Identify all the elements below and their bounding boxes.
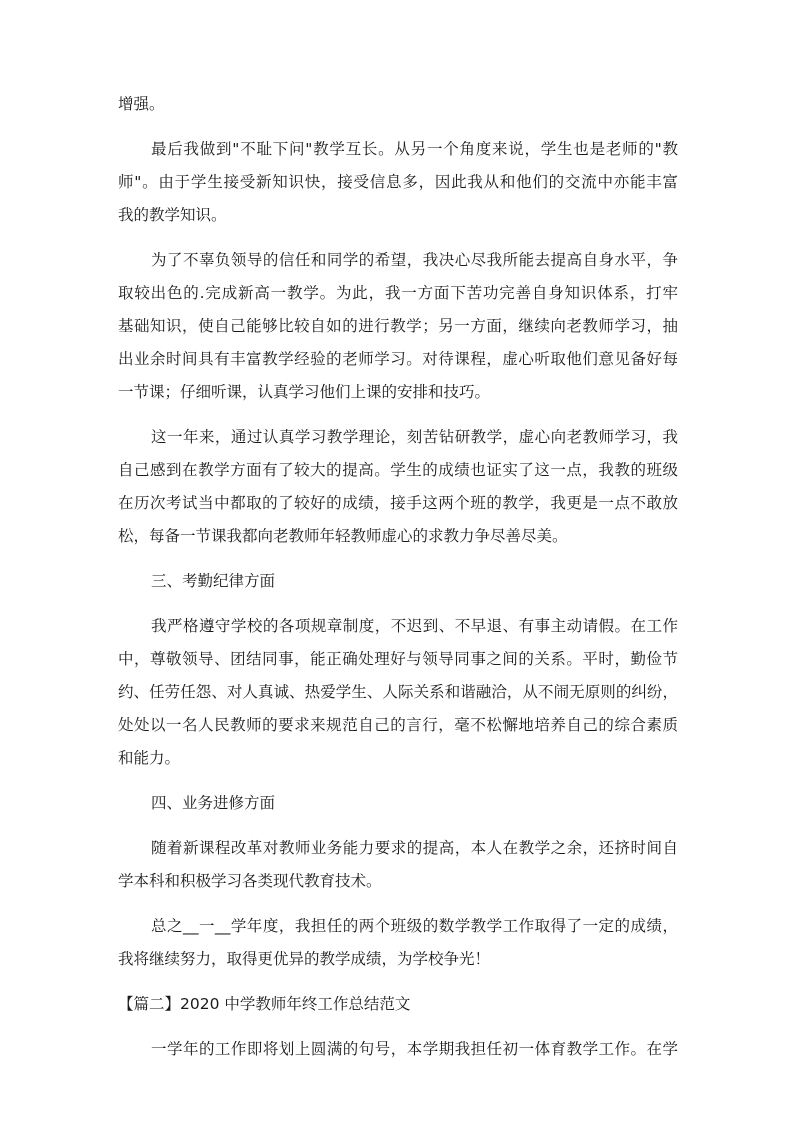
paragraph-continuation (118, 88, 678, 121)
section-heading-attendance: 三、考勤纪律方面 (151, 572, 276, 590)
text-line: 在历次考试当中都取的了较好的成绩，接手这两个班的教学，我更是一点不敢放 (118, 494, 678, 512)
text-line: 松，每备一节课我都向老教师年轻教师虚心的求教力争尽善尽美。 (118, 527, 568, 545)
text-line: 自己感到在教学方面有了较大的提高。学生的成绩也证实了这一点，我教的班级 (118, 461, 678, 479)
text-line: 约、任劳任怨、对人真诚、热爱学生、人际关系和谐融洽，从不闹无原则的纠纷， (118, 683, 678, 701)
text-line: 师"。由于学生接受新知识快，接受信息多，因此我从和他们的交流中亦能丰富 (118, 173, 678, 191)
paragraph-attendance (118, 610, 678, 775)
paragraph-year-review (118, 421, 678, 553)
text-line: 和能力。 (118, 749, 181, 767)
text-line: 基础知识，使自己能够比较自如的进行教学；另一方面，继续向老教师学习，抽 (118, 317, 678, 335)
text-line: 取较出色的.完成新高一教学。为此，我一方面下苦功完善自身知识体系，打牢 (118, 284, 678, 302)
paragraph-part-two-intro (118, 1033, 678, 1066)
text-line: 出业余时间具有丰富教学经验的老师学习。对待课程，虚心听取他们意见备好每 (118, 350, 678, 368)
text-line: 增强。 (118, 95, 165, 113)
text-line: 一学年的工作即将划上圆满的句号，本学期我担任初一体育教学工作。在学 (151, 1040, 678, 1058)
text-line: 我严格遵守学校的各项规章制度，不迟到、不早退、有事主动请假。在工作 (151, 617, 678, 635)
section-title-part-two: 【篇二】2020 中学教师年终工作总结范文 (118, 995, 411, 1013)
paragraph-professional-development (118, 832, 678, 898)
paragraph-self-improvement (118, 244, 678, 409)
text-line: 最后我做到"不耻下问"教学互长。从另一个角度来说，学生也是老师的"教 (151, 140, 678, 158)
section-heading-professional-development: 四、业务进修方面 (151, 794, 276, 812)
text-line: 总之__一__学年度，我担任的两个班级的数学教学工作取得了一定的成绩， (151, 917, 678, 935)
paragraph-conclusion (118, 910, 678, 976)
text-line: 学本科和积极学习各类现代教育技术。 (118, 872, 382, 890)
text-line: 中，尊敬领导、团结同事，能正确处理好与领导同事之间的关系。平时，勤俭节 (118, 650, 678, 668)
text-line: 处处以一名人民教师的要求来规范自己的言行，毫不松懈地培养自己的综合素质 (118, 716, 678, 734)
text-line: 随着新课程改革对教师业务能力要求的提高，本人在教学之余，还挤时间自 (151, 839, 678, 857)
paragraph-learning-from-students (118, 133, 678, 232)
text-line: 我的教学知识。 (118, 206, 227, 224)
text-line: 为了不辜负领导的信任和同学的希望，我决心尽我所能去提高自身水平，争 (151, 251, 678, 269)
document-page (118, 88, 678, 1078)
text-line: 一节课；仔细听课，认真学习他们上课的安排和技巧。 (118, 383, 491, 401)
text-line: 这一年来，通过认真学习教学理论，刻苦钻研教学，虚心向老教师学习，我 (151, 428, 678, 446)
text-line: 我将继续努力，取得更优异的教学成绩，为学校争光！ (118, 950, 491, 968)
